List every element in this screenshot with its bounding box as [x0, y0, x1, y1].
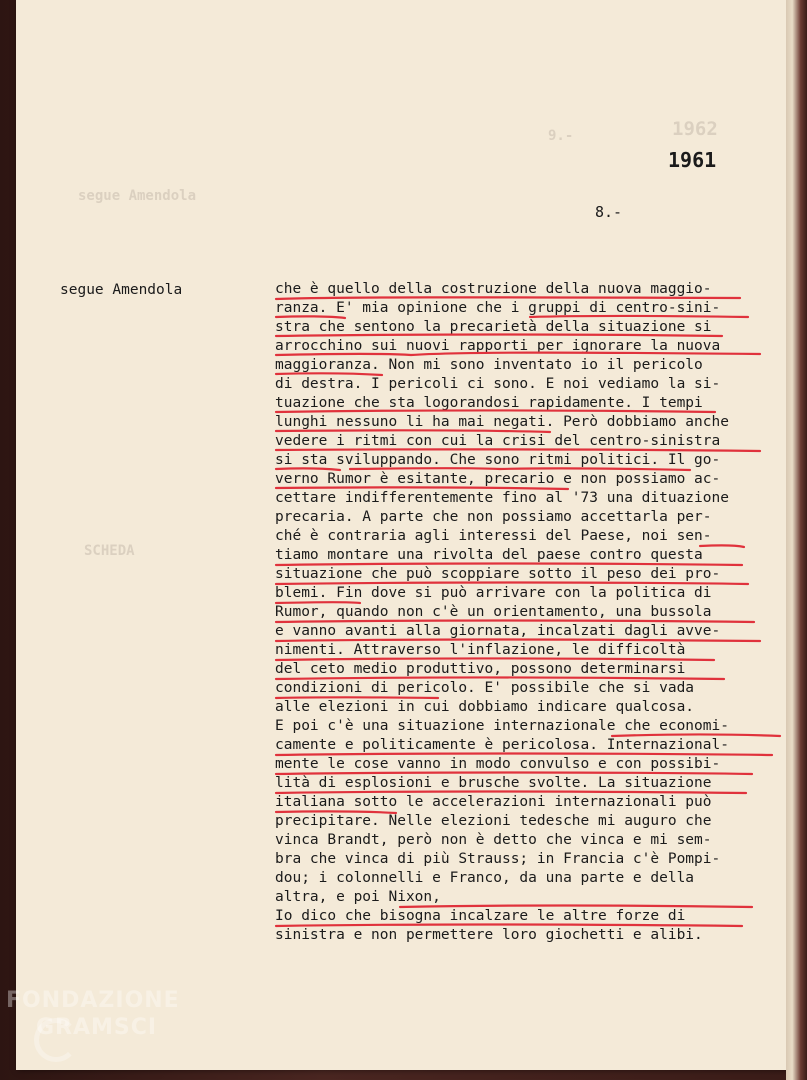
text-line: che è quello della costruzione della nuova maggio-: [275, 281, 712, 297]
bleed-page-number: 9.-: [548, 128, 574, 144]
underline-mark: [276, 697, 438, 698]
text-line: sinistra e non permettere loro giochetti e alibi.: [275, 927, 703, 943]
text-line: vinca Brandt, però non è detto che vinca e mi sem-: [275, 832, 712, 848]
text-line: tiamo montare una rivolta del paese contro questa: [275, 547, 703, 563]
text-line: cettare indifferentemente fino al '73 una dituazione: [275, 490, 729, 506]
underline-mark: [276, 468, 340, 470]
underline-mark: [276, 564, 742, 566]
speaker-label: segue Amendola: [60, 282, 183, 298]
underline-mark: [276, 316, 345, 318]
text-line: precaria. A parte che non possiamo accettarla per-: [275, 509, 712, 525]
text-line: verno Rumor è esitante, precario e non possiamo ac-: [275, 471, 721, 487]
text-line: vedere i ritmi con cui la crisi del centro-sinistra: [275, 433, 721, 449]
underline-mark: [276, 678, 724, 680]
underline-mark: [612, 735, 780, 737]
text-line: ranza. E' mia opinione che i gruppi di centro-sini-: [275, 300, 721, 316]
underline-mark: [276, 373, 382, 375]
text-line: maggioranza. Non mi sono inventato io il pericolo: [275, 357, 703, 373]
gramsci-logo-icon: [34, 1018, 78, 1062]
text-line: Rumor, quando non c'è un orientamento, una bussola: [275, 604, 712, 620]
underline-mark: [276, 449, 760, 451]
underline-mark: [276, 411, 715, 413]
bleed-year: 1962: [672, 118, 718, 140]
text-line: tuazione che sta logorandosi rapidamente. I tempi: [275, 395, 703, 411]
text-line: mente le cose vanno in modo convulso e con possibi-: [275, 756, 721, 772]
underline-mark: [276, 792, 746, 794]
underline-mark: [276, 754, 772, 756]
text-line: si sta sviluppando. Che sono ritmi politici. Il go-: [275, 452, 721, 468]
text-line: situazione che può scoppiare sotto il peso dei pro-: [275, 566, 721, 582]
underline-mark: [276, 602, 360, 603]
underline-mark: [276, 925, 742, 927]
text-line: altra, e poi Nixon,: [275, 889, 441, 905]
text-line: e vanno avanti alla giornata, incalzati dagli avve-: [275, 623, 721, 639]
underline-mark: [276, 487, 568, 489]
text-line: camente e politicamente è pericolosa. Internazional-: [275, 737, 729, 753]
underline-mark: [276, 621, 754, 623]
underline-mark: [276, 640, 760, 642]
text-line: nimenti. Attraverso l'inflazione, le difficoltà: [275, 642, 686, 658]
bleed-speaker: segue Amendola: [78, 188, 197, 204]
text-line: precipitare. Nelle elezioni tedesche mi auguro che: [275, 813, 712, 829]
text-line: alle elezioni in cui dobbiamo indicare qualcosa.: [275, 699, 695, 715]
text-line: arrocchino sui nuovi rapporti per ignorare la nuova: [275, 338, 721, 354]
underline-mark: [276, 583, 748, 585]
text-line: ché è contraria agli interessi del Paese, noi sen-: [275, 528, 712, 544]
underline-mark: [700, 545, 744, 547]
text-line: lunghi nessuno li ha mai negati. Però dobbiamo anche: [275, 414, 729, 430]
text-line: del ceto medio produttivo, possono determinarsi: [275, 661, 686, 677]
text-line: condizioni di pericolo. E' possibile che si vada: [275, 680, 695, 696]
fondazione-gramsci-watermark: [6, 988, 180, 1040]
watermark-line-2: GRAMSCI: [36, 1015, 158, 1040]
underline-mark: [400, 906, 752, 908]
underline-mark: [350, 468, 690, 470]
text-line: bra che vinca di più Strauss; in Francia c'è Pompi-: [275, 851, 721, 867]
text-line: blemi. Fin dove si può arrivare con la politica di: [275, 585, 712, 601]
text-line: di destra. I pericoli ci sono. E noi vediamo la si-: [275, 376, 721, 392]
underline-mark: [276, 811, 396, 813]
underline-mark: [276, 353, 760, 355]
text-line: E poi c'è una situazione internazionale che economi-: [275, 718, 729, 734]
text-line: dou; i colonnelli e Franco, da una parte e della: [275, 870, 695, 886]
underline-mark: [276, 659, 714, 661]
underline-mark: [276, 335, 722, 337]
text-line: stra che sentono la precarietà della situazione si: [275, 319, 712, 335]
underline-mark: [276, 430, 550, 432]
page-number: 8.-: [595, 203, 623, 221]
document-year: 1961: [668, 148, 717, 172]
underline-mark: [530, 316, 748, 317]
underline-mark: [276, 773, 752, 775]
text-line: italiana sotto le accelerazioni internazionali può: [275, 794, 712, 810]
watermark-line-1: FONDAZIONE: [6, 988, 180, 1013]
text-line: lità di esplosioni e brusche svolte. La situazione: [275, 775, 712, 791]
bleed-section-label: SCHEDA: [84, 543, 135, 559]
underline-mark: [276, 297, 740, 299]
text-line: Io dico che bisogna incalzare le altre forze di: [275, 908, 686, 924]
